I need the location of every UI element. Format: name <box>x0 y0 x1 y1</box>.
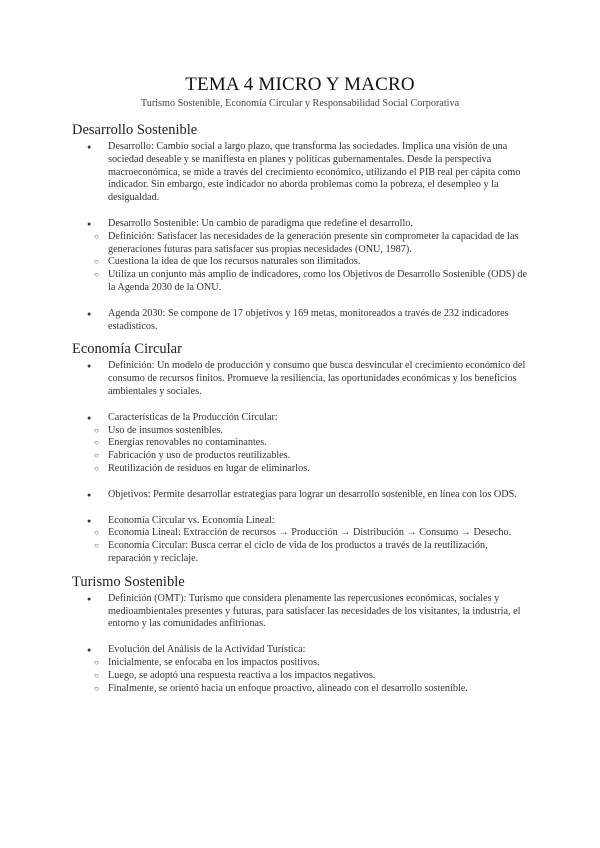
list-item: ● Economía Circular vs. Economía Lineal: <box>72 515 532 528</box>
document-body <box>72 121 532 695</box>
section-list <box>72 308 532 334</box>
section-heading-economia-circular: Economía Circular <box>72 341 182 358</box>
section-list <box>72 141 532 205</box>
page-title: TEMA 4 MICRO Y MACRO <box>185 74 415 95</box>
sub-list-item: ○ Economía Circular: Busca cerrar el ciclo de vida de los productos a través de la reutilización, reparación y reciclaje. <box>72 540 532 566</box>
list-item: ● Agenda 2030: Se compone de 17 objetivos y 169 metas, monitoreados a través de 232 indicadores estadísticos. <box>72 308 532 334</box>
list-item: ● Evolución del Análisis de la Actividad Turística: <box>72 644 532 657</box>
sub-list-item: ○ Energías renovables no contaminantes. <box>72 437 532 450</box>
sub-list <box>72 527 532 565</box>
list-item: ● Definición (OMT): Turismo que considera plenamente las repercusiones económicas, sociales y medioambientales presentes y futuras, para satisfacer las necesidades de los visitantes, la industria, el entorno y las comunidades anfitrionas. <box>72 593 532 631</box>
sub-list-item: ○ Definición: Satisfacer las necesidades de la generación presente sin comprometer la capacidad de las generaciones futuras para satisfacer sus propias necesidades (ONU, 1987). <box>72 231 532 257</box>
section-list <box>72 593 532 631</box>
sub-list-item: ○ Luego, se adoptó una respuesta reactiva a los impactos negativos. <box>72 670 532 683</box>
sub-list-item: ○ Economía Lineal: Extracción de recursos → Producción → Distribución → Consumo → Desecho. <box>72 527 532 540</box>
list-item: ● Definición: Un modelo de producción y consumo que busca desvincular el crecimiento económico del consumo de recursos finitos. Promueve la resiliencia, las oportunidades económicas y los beneficios ambientales y sociales. <box>72 360 532 398</box>
sub-list-item: ○ Fabricación y uso de productos reutilizables. <box>72 450 532 463</box>
sub-list <box>72 425 532 476</box>
sub-list-item: ○ Utiliza un conjunto más amplio de indicadores, como los Objetivos de Desarrollo Sostenible (ODS) de la Agenda 2030 de la ONU. <box>72 269 532 295</box>
sub-list-item: ○ Reutilización de residuos en lugar de eliminarlos. <box>72 463 532 476</box>
section-list <box>72 360 532 398</box>
section-heading-turismo-sostenible: Turismo Sostenible <box>72 573 185 590</box>
sub-list-item: ○ Uso de insumos sostenibles. <box>72 425 532 438</box>
section-heading-desarrollo-sostenible: Desarrollo Sostenible <box>72 122 198 138</box>
section-list <box>72 515 532 566</box>
page-subtitle: Turismo Sostenible, Economía Circular y Responsabilidad Social Corporativa <box>140 98 460 109</box>
list-item: ● Desarrollo: Cambio social a largo plazo, que transforma las sociedades. Implica una visión de una sociedad deseable y se manifiesta en planes y políticas gubernamentales. Desde la perspectiva macroeconómica, se mide a través del crecimiento económico, utilizando el PIB real per cápita como indicador. Sin embargo, este indicador no aborda problemas como la pobreza, el desempleo y la desigualdad. <box>72 141 532 205</box>
list-item: ● Desarrollo Sostenible: Un cambio de paradigma que redefine el desarrollo. <box>72 218 532 231</box>
sub-list <box>72 231 532 295</box>
list-item: ● Características de la Producción Circular: <box>72 412 532 425</box>
sub-list-item: ○ Finalmente, se orientó hacia un enfoque proactivo, alineado con el desarrollo sostenible. <box>72 683 532 696</box>
section-list <box>72 489 532 502</box>
section-list <box>72 218 532 295</box>
section-list <box>72 412 532 476</box>
section-list <box>72 644 532 695</box>
sub-list <box>72 657 532 695</box>
sub-list-item: ○ Inicialmente, se enfocaba en los impactos positivos. <box>72 657 532 670</box>
list-item: ● Objetivos: Permite desarrollar estrategias para lograr un desarrollo sostenible, en línea con los ODS. <box>72 489 532 502</box>
sub-list-item: ○ Cuestiona la idea de que los recursos naturales son ilimitados. <box>72 256 532 269</box>
